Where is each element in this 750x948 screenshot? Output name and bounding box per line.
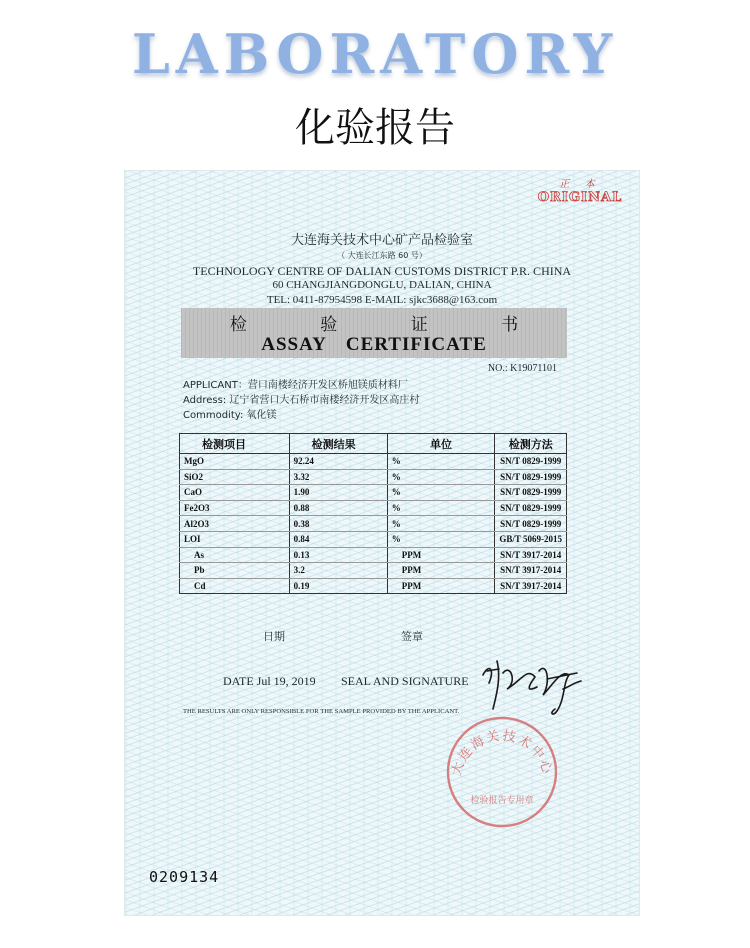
column-header: 单位: [387, 434, 495, 454]
svg-text:大连海关技术中心: 大连海关技术中心: [449, 728, 555, 778]
seal-label-cn: 签章: [401, 630, 423, 643]
original-mark: 正 本 ORIGINAL: [537, 179, 623, 205]
table-header-row: [180, 434, 567, 454]
certificate-title-band: [181, 308, 567, 358]
table-row: Al2O3 0.38 % SN/T 0829-1999: [180, 516, 567, 532]
commodity: Commodity: 氧化镁: [183, 410, 277, 421]
disclaimer: THE RESULTS ARE ONLY RESPONSIBLE FOR THE SAMPLE PROVIDED BY THE APPLICANT.: [183, 708, 460, 715]
table-row: As 0.13 PPM SN/T 3917-2014: [180, 547, 567, 563]
seal-and-signature-label: SEAL AND SIGNATURE: [341, 674, 469, 688]
page-title: LABORATORY: [131, 22, 619, 86]
assay-certificate: [124, 170, 640, 916]
table-row: Cd 0.19 PPM SN/T 3917-2014: [180, 578, 567, 594]
table-row: CaO 1.90 % SN/T 0829-1999: [180, 485, 567, 501]
certificate-title-cn: 检 验 证 书: [229, 315, 553, 335]
serial-number: 0209134: [149, 868, 220, 886]
table-row: MgO 92.24 % SN/T 0829-1999: [180, 454, 567, 470]
certificate-number: NO.: K19071101: [487, 363, 557, 374]
date-label-cn: 日期: [263, 630, 285, 643]
official-seal-stamp: [441, 711, 563, 833]
table-row: LOI 0.84 % GB/T 5069-2015: [180, 531, 567, 547]
table-row: Pb 3.2 PPM SN/T 3917-2014: [180, 563, 567, 579]
column-header: 检测结果: [289, 434, 387, 454]
table-row: Fe2O3 0.88 % SN/T 0829-1999: [180, 500, 567, 516]
column-header: 检测方法: [495, 434, 567, 454]
column-header: 检测项目: [180, 434, 290, 454]
org-name-cn: 大连海关技术中心矿产品检验室: [290, 233, 473, 248]
applicant: APPLICANT：营口南楼经济开发区桥旭镁质材料厂: [183, 380, 408, 391]
applicant-address: Address: 辽宁省营口大石桥市南楼经济开发区高庄村: [183, 395, 420, 406]
org-address-en: 60 CHANGJIANGDONGLU, DALIAN, CHINA: [272, 279, 492, 291]
org-address-cn: （ 大连长江东路 60 号）: [337, 251, 427, 260]
org-contact: TEL: 0411-87954598 E-MAIL: sjkc3688@163.com: [266, 294, 498, 306]
issue-date: DATE Jul 19, 2019: [223, 674, 316, 688]
svg-text:检验报告专用章: 检验报告专用章: [470, 796, 534, 806]
results-table: [179, 433, 567, 594]
certificate-title-en: ASSAY CERTIFICATE: [261, 334, 487, 355]
page-subtitle: 化验报告: [295, 105, 455, 151]
table-row: SiO2 3.32 % SN/T 0829-1999: [180, 469, 567, 485]
org-name-en: TECHNOLOGY CENTRE OF DALIAN CUSTOMS DISTRICT P.R. CHINA: [192, 264, 572, 278]
